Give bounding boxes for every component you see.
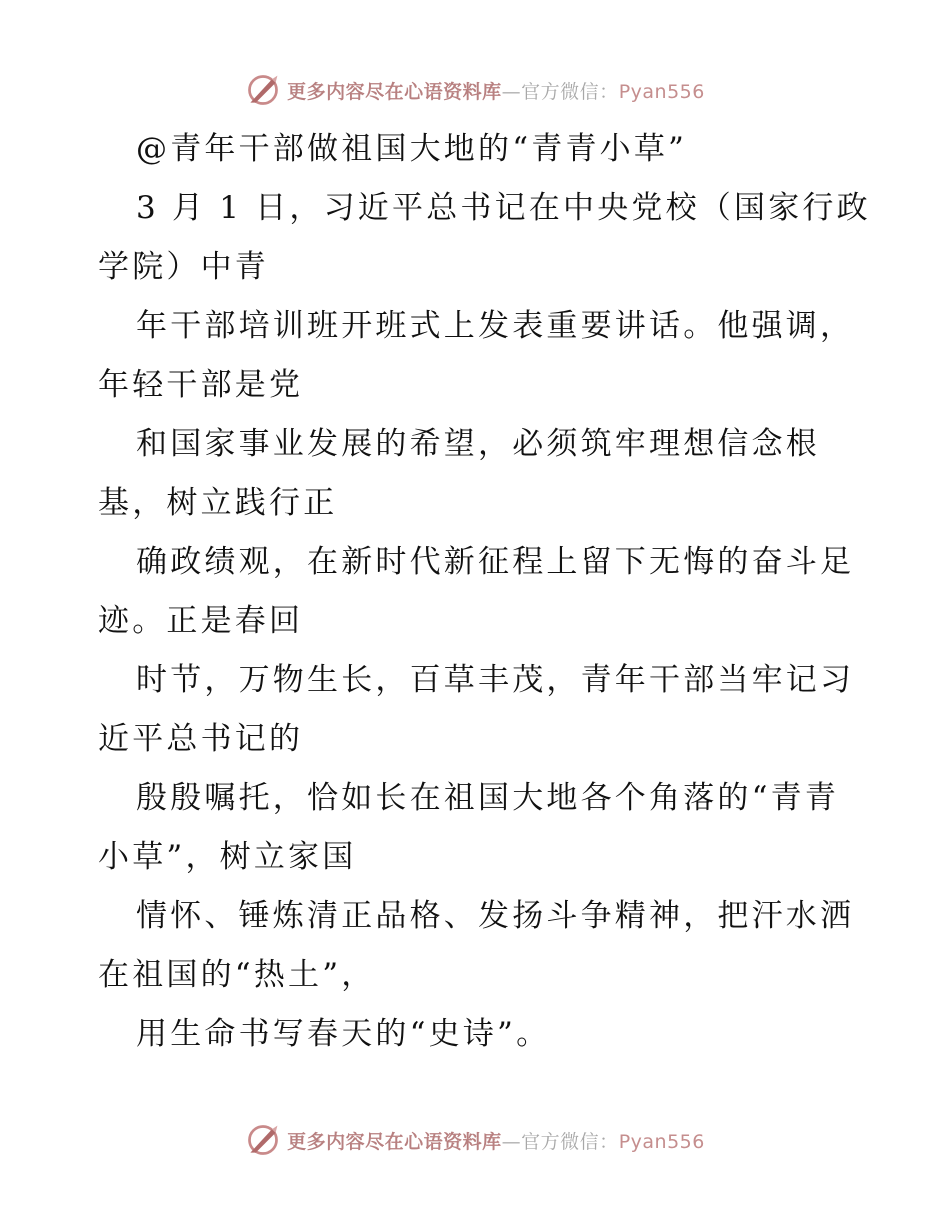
watermark-label: 官方微信： bbox=[521, 80, 619, 103]
paragraph-line: 年轻干部是党 bbox=[98, 367, 304, 403]
article-title: @青年干部做祖国大地的“青青小草” bbox=[136, 131, 688, 167]
paragraph-line: 迹。正是春回 bbox=[98, 603, 304, 639]
watermark-header bbox=[0, 70, 950, 110]
paragraph-line: 近平总书记的 bbox=[98, 721, 304, 757]
watermark-handle: Pyan556 bbox=[618, 80, 705, 103]
quill-circle-logo bbox=[245, 1122, 281, 1158]
watermark-text bbox=[287, 77, 705, 104]
paragraph-line: 和国家事业发展的希望，必须筑牢理想信念根 bbox=[136, 426, 820, 462]
watermark-separator: — bbox=[501, 80, 522, 103]
paragraph-line: 用生命书写春天的“史诗”。 bbox=[136, 1016, 551, 1052]
quill-circle-logo bbox=[245, 72, 281, 108]
watermark-footer bbox=[0, 1120, 950, 1160]
watermark-separator: — bbox=[501, 1130, 522, 1153]
paragraph-line: 3 月 1 日，习近平总书记在中央党校（国家行政 bbox=[136, 190, 871, 226]
paragraph-line: 年干部培训班开班式上发表重要讲话。他强调， bbox=[136, 308, 855, 344]
watermark-text bbox=[287, 1127, 705, 1154]
paragraph-line: 殷殷嘱托，恰如长在祖国大地各个角落的“青青 bbox=[136, 780, 840, 816]
document-body bbox=[98, 120, 871, 1064]
paragraph-line: 确政绩观，在新时代新征程上留下无悔的奋斗足 bbox=[136, 544, 855, 580]
watermark-handle: Pyan556 bbox=[618, 1130, 705, 1153]
paragraph-line: 时节，万物生长，百草丰茂，青年干部当牢记习 bbox=[136, 662, 855, 698]
watermark-brand: 更多内容尽在心语资料库 bbox=[287, 1130, 502, 1153]
paragraph-line: 基，树立践行正 bbox=[98, 485, 338, 521]
watermark-brand: 更多内容尽在心语资料库 bbox=[287, 80, 502, 103]
paragraph-line: 在祖国的“热土”， bbox=[98, 957, 376, 993]
paragraph-line: 情怀、锤炼清正品格、发扬斗争精神，把汗水洒 bbox=[136, 898, 855, 934]
paragraph-line: 学院）中青 bbox=[98, 249, 269, 285]
watermark-label: 官方微信： bbox=[521, 1130, 619, 1153]
paragraph-line: 小草”，树立家国 bbox=[98, 839, 357, 875]
